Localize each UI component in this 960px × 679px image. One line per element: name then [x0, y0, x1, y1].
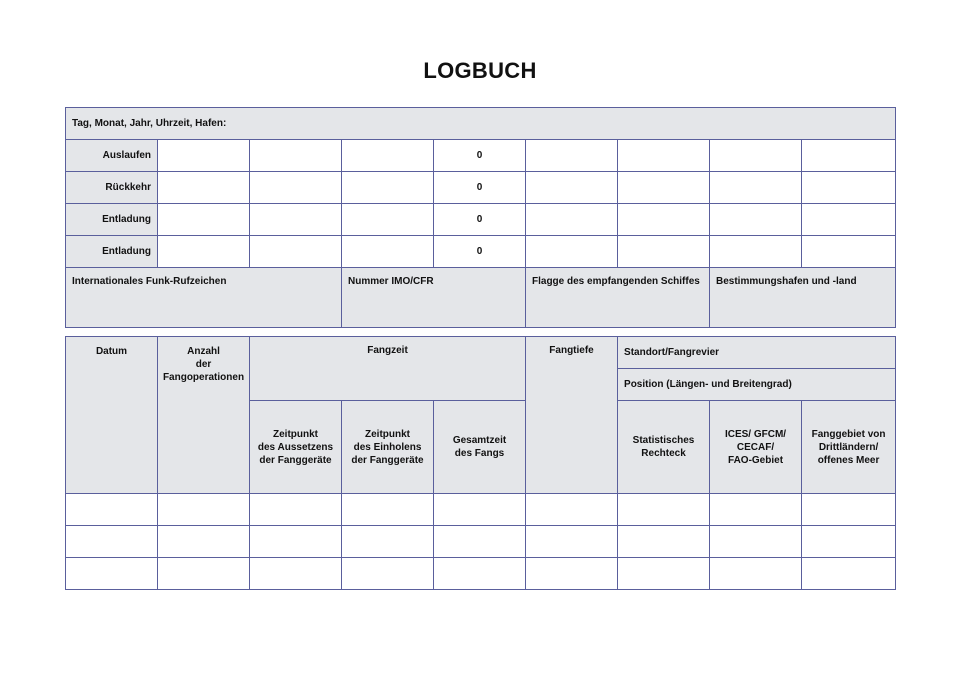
input-cell[interactable] [802, 526, 896, 558]
header-einholen: Zeitpunkt des Einholens der Fanggeräte [342, 401, 434, 494]
destination-field[interactable]: Bestimmungshafen und -land [710, 268, 896, 328]
input-cell[interactable] [618, 204, 710, 236]
voyage-table [65, 107, 896, 328]
header-gesamtzeit: Gesamtzeit des Fangs [434, 401, 526, 494]
input-cell[interactable] [618, 236, 710, 268]
header-fangzeit: Fangzeit [250, 337, 526, 401]
input-cell[interactable] [526, 526, 618, 558]
value-cell[interactable]: 0 [434, 204, 526, 236]
input-cell[interactable] [618, 494, 710, 526]
input-cell[interactable] [710, 172, 802, 204]
input-cell[interactable] [618, 140, 710, 172]
input-cell[interactable] [526, 140, 618, 172]
header-fanggebiet: Fanggebiet von Drittländern/ offenes Meer [802, 401, 896, 494]
input-cell[interactable] [710, 526, 802, 558]
voyage-row-auslaufen [66, 140, 896, 172]
input-cell[interactable] [342, 526, 434, 558]
input-cell[interactable] [802, 558, 896, 590]
value-cell[interactable]: 0 [434, 140, 526, 172]
voyage-row-rueckkehr [66, 172, 896, 204]
input-cell[interactable] [342, 236, 434, 268]
input-cell[interactable] [158, 172, 250, 204]
input-cell[interactable] [802, 172, 896, 204]
input-cell[interactable] [526, 172, 618, 204]
table-row [66, 558, 896, 590]
header-aussetzen: Zeitpunkt des Aussetzens der Fanggeräte [250, 401, 342, 494]
header-ices: ICES/ GFCM/ CECAF/ FAO-Gebiet [710, 401, 802, 494]
input-cell[interactable] [802, 204, 896, 236]
value-cell[interactable]: 0 [434, 236, 526, 268]
imo-field[interactable]: Nummer IMO/CFR [342, 268, 526, 328]
input-cell[interactable] [158, 526, 250, 558]
input-cell[interactable] [250, 526, 342, 558]
input-cell[interactable] [342, 140, 434, 172]
row-label: Entladung [66, 204, 158, 236]
voyage-row-entladung-1 [66, 204, 896, 236]
header-anzahl: Anzahl der Fangoperationen [158, 337, 250, 494]
input-cell[interactable] [710, 236, 802, 268]
input-cell[interactable] [710, 140, 802, 172]
voyage-row-entladung-2 [66, 236, 896, 268]
call-sign-field[interactable]: Internationales Funk-Rufzeichen [66, 268, 342, 328]
input-cell[interactable] [250, 558, 342, 590]
page-title: LOGBUCH [423, 58, 537, 83]
header-fangtiefe: Fangtiefe [526, 337, 618, 494]
input-cell[interactable] [342, 172, 434, 204]
header-standort: Standort/Fangrevier [618, 337, 896, 369]
input-cell[interactable] [66, 558, 158, 590]
input-cell[interactable] [618, 558, 710, 590]
input-cell[interactable] [158, 140, 250, 172]
input-cell[interactable] [710, 204, 802, 236]
flag-field[interactable]: Flagge des empfangenden Schiffes [526, 268, 710, 328]
header-datum: Datum [66, 337, 158, 494]
table-row [66, 494, 896, 526]
catch-table [65, 336, 896, 590]
value-cell[interactable]: 0 [434, 172, 526, 204]
input-cell[interactable] [526, 204, 618, 236]
input-cell[interactable] [526, 236, 618, 268]
input-cell[interactable] [158, 558, 250, 590]
input-cell[interactable] [158, 236, 250, 268]
input-cell[interactable] [618, 526, 710, 558]
row-label: Rückkehr [66, 172, 158, 204]
row-label: Auslaufen [66, 140, 158, 172]
input-cell[interactable] [66, 526, 158, 558]
input-cell[interactable] [526, 494, 618, 526]
header-position: Position (Längen- und Breitengrad) [618, 369, 896, 401]
input-cell[interactable] [802, 494, 896, 526]
input-cell[interactable] [526, 558, 618, 590]
header-rechteck: Statistisches Rechteck [618, 401, 710, 494]
input-cell[interactable] [158, 204, 250, 236]
input-cell[interactable] [250, 172, 342, 204]
input-cell[interactable] [802, 236, 896, 268]
input-cell[interactable] [250, 494, 342, 526]
input-cell[interactable] [618, 172, 710, 204]
input-cell[interactable] [434, 526, 526, 558]
input-cell[interactable] [66, 494, 158, 526]
input-cell[interactable] [710, 494, 802, 526]
input-cell[interactable] [710, 558, 802, 590]
input-cell[interactable] [250, 236, 342, 268]
input-cell[interactable] [342, 558, 434, 590]
input-cell[interactable] [434, 558, 526, 590]
input-cell[interactable] [158, 494, 250, 526]
input-cell[interactable] [802, 140, 896, 172]
input-cell[interactable] [250, 140, 342, 172]
row-label: Entladung [66, 236, 158, 268]
table-row [66, 526, 896, 558]
input-cell[interactable] [434, 494, 526, 526]
voyage-header: Tag, Monat, Jahr, Uhrzeit, Hafen: [66, 108, 896, 140]
input-cell[interactable] [250, 204, 342, 236]
input-cell[interactable] [342, 204, 434, 236]
input-cell[interactable] [342, 494, 434, 526]
